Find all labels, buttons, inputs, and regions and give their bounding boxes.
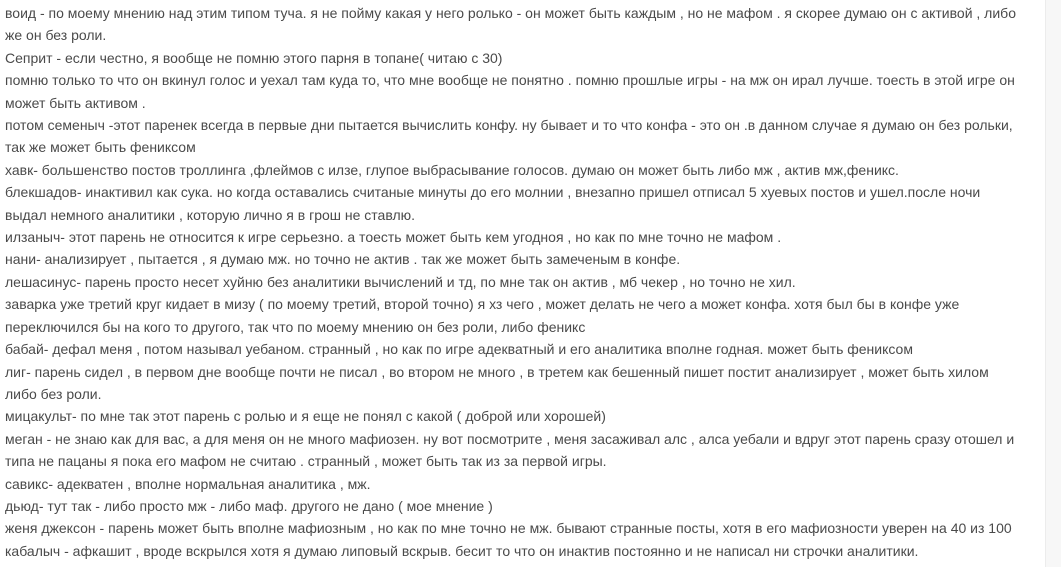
post-line: типа не пацаны я пока его мафом не считаю . странный , может быть так из за первой игры.: [5, 453, 607, 470]
post-line: либо без роли.: [5, 385, 102, 402]
post-line: заварка уже третий круг кидает в мизу ( по моему третий, второй точно) я хз чего , может делать не чего а может конфа. хотя был бы в конфе уже: [5, 296, 960, 313]
post-line: переключился бы на кого то другого, так что по моему мнению он без роли, либо феникс: [5, 318, 586, 335]
post-line: бабай- дефал меня , потом называл уебаном. странный , но как по игре адекватный и его аналитика вполне годная. может быть фениксом: [5, 341, 913, 358]
post-line: потом семеныч -этот паренек всегда в первые дни пытается вычислить конфу. ну бывает и то что конфа - это он .в данном случае я думаю он без рольки,: [5, 117, 1013, 134]
post-line: лиг- парень сидел , в первом дне вообще почти не писал , во втором не много , в третем как бешенный пишет постит анализирует , может быть хилом: [5, 363, 989, 380]
post-line: так же может быть фениксом: [5, 139, 196, 156]
post-line: Сеприт - если честно, я вообще не помню этого парня в топане( читаю с 30): [5, 49, 503, 66]
post-line: мицакульт- по мне так этот парень с ролью и я еще не понял с какой ( доброй или хорошей): [5, 408, 606, 425]
post-line: нани- анализирует , пытается , я думаю мж. но точно не актив . так же может быть замеченым в конфе.: [5, 251, 681, 268]
post-line: хавк- большенство постов троллинга ,флеймов с илзе, глупое выбрасывание голосов. думаю он может быть либо мж , актив мж,феникс.: [5, 161, 899, 178]
post-line: воид - по моему мнению над этим типом туча. я не пойму какая у него ролько - он может быть каждым , но не мафом . я скорее думаю он с активой , либо: [5, 5, 1016, 21]
post-line: может быть активом .: [5, 94, 146, 111]
post-line: женя джексон - парень может быть вполне мафиозным , но как по мне точно не мж. бывают странные посты, хотя в его мафиозности уверен на 40 из 100: [5, 520, 1012, 537]
post-line: же он без роли.: [5, 27, 107, 44]
post-line: илзаныч- этот парень не относится к игре серьезно. а тоесть может быть кем угодноя , но как по мне точно не мафом .: [5, 229, 782, 246]
post-line: блекшадов- инактивил как сука. но когда оставались считаные минуты до его молнии , внезапно пришел отписал 5 хуевых постов и ушел.после ночи: [5, 184, 981, 201]
post-line: савикс- адекватен , вполне нормальная аналитика , мж.: [5, 475, 371, 492]
post-line: помню только то что он вкинул голос и уехал там куда то, что мне вообще не понятно . помню прошлые игры - на мж он ирал лучше. тоесть в этой игре он: [5, 72, 1015, 89]
scrollbar-gutter[interactable]: [1045, 0, 1061, 567]
post-line: выдал немного аналитики , которую лично я в грош не ставлю.: [5, 206, 416, 223]
post-line: дьюд- тут так - либо просто мж - либо маф. другого не дано ( мое мнение ): [5, 497, 493, 514]
post-line: меган - не знаю как для вас, а для меня он не много мафиозен. ну вот посмотрите , меня засаживал алс , алса уебали и вдруг этот парень сразу отошел и: [5, 430, 1015, 447]
post-line: лешасинус- парень просто несет хуйню без аналитики вычислений и тд, по мне так он актив , мб чекер , но точно не хил.: [5, 273, 796, 290]
post-line: кабалыч - афкашит , вроде вскрылся хотя я думаю липовый вскрыв. бесит то что он инактив постоянно и не написал ни строчки аналитики.: [5, 542, 919, 559]
